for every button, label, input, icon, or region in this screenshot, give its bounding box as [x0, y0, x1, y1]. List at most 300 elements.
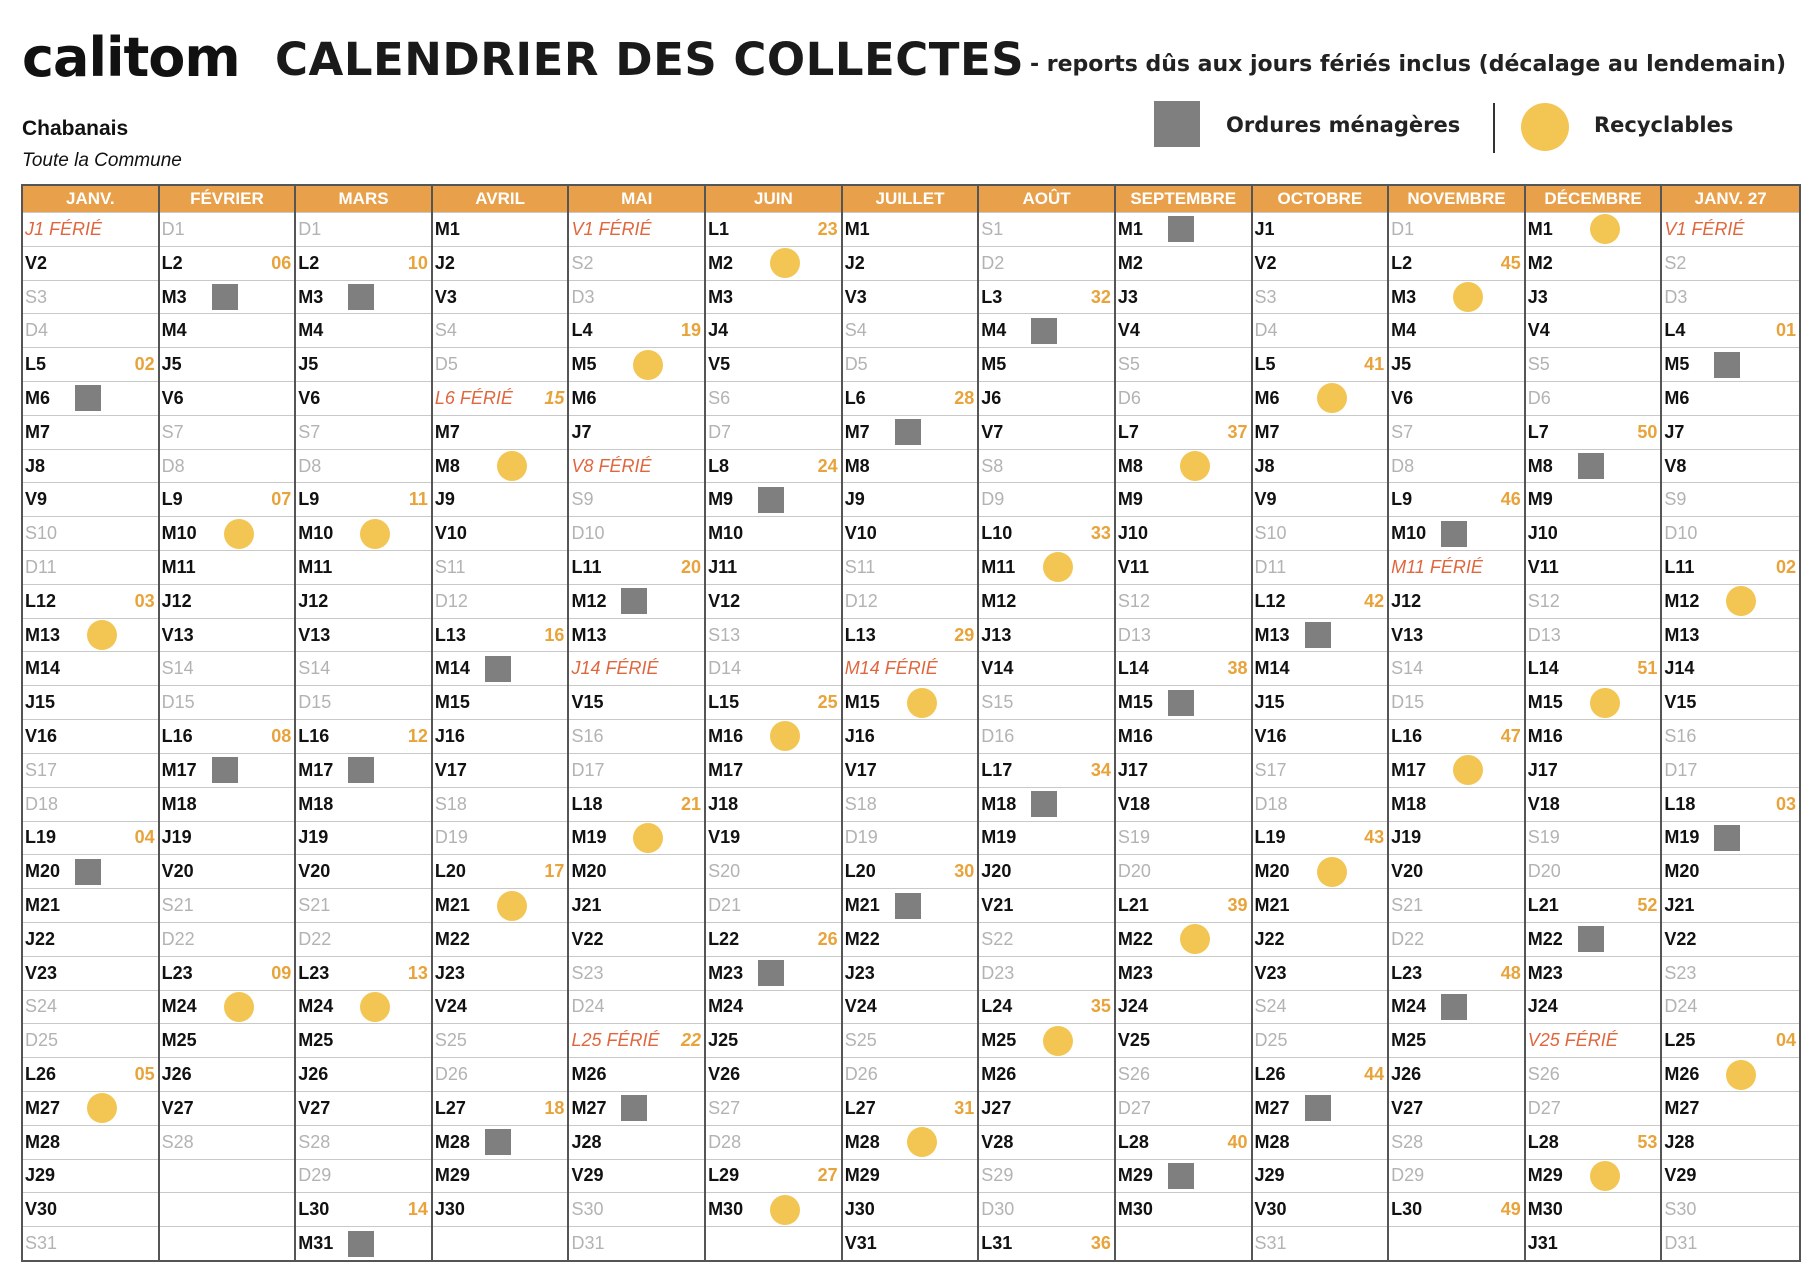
day-cell: [160, 821, 295, 855]
day-cell: [1389, 1159, 1524, 1193]
week-number: 08: [271, 725, 292, 746]
day-label: M9: [708, 489, 734, 510]
day-cell: [1253, 651, 1388, 685]
day-cell: [1253, 922, 1388, 956]
day-cell: [1116, 280, 1251, 314]
day-cell: [979, 246, 1114, 280]
day-label: M19: [981, 827, 1017, 848]
day-label: V30: [25, 1199, 58, 1220]
month-column: [843, 186, 980, 1260]
day-label: J12: [298, 590, 329, 611]
day-cell: [1662, 449, 1799, 483]
day-label: J30: [844, 1199, 875, 1220]
day-cell: [843, 347, 978, 381]
day-cell: [1526, 280, 1661, 314]
day-cell: [160, 584, 295, 618]
day-label: S9: [571, 489, 594, 510]
day-cell: [1389, 719, 1524, 753]
day-cell: [160, 719, 295, 753]
day-label: D14: [708, 658, 742, 679]
day-cell: [433, 280, 568, 314]
day-cell: [1526, 516, 1661, 550]
day-cell: [979, 821, 1114, 855]
day-label: V19: [708, 827, 741, 848]
day-cell: [1253, 1159, 1388, 1193]
legend-om-swatch-icon: [1154, 101, 1200, 147]
day-label: V24: [844, 996, 877, 1017]
day-cell: [1116, 516, 1251, 550]
day-label: V23: [1254, 962, 1287, 983]
day-cell: [979, 1159, 1114, 1193]
recyclables-collection-icon: [1180, 924, 1210, 954]
day-cell: [1253, 1091, 1388, 1125]
day-label: V10: [434, 523, 467, 544]
day-cell: [1116, 584, 1251, 618]
day-label: L12: [1254, 590, 1286, 611]
day-cell: [1662, 212, 1799, 246]
week-number: 14: [407, 1199, 428, 1220]
day-label: J21: [571, 895, 602, 916]
day-label: D15: [1391, 692, 1425, 713]
day-cell: [160, 1226, 295, 1260]
day-cell: [1662, 246, 1799, 280]
household-waste-collection-icon: [1031, 318, 1057, 344]
day-label: L28: [1117, 1131, 1149, 1152]
day-cell: [706, 415, 841, 449]
day-cell: [433, 584, 568, 618]
day-label: M4: [981, 320, 1007, 341]
day-label: V20: [1391, 861, 1424, 882]
recyclables-collection-icon: [1453, 755, 1483, 785]
day-cell: [433, 753, 568, 787]
household-waste-collection-icon: [895, 893, 921, 919]
day-label: M26: [1664, 1064, 1700, 1085]
month-header: JANV.: [23, 186, 158, 212]
day-label: D27: [1527, 1097, 1561, 1118]
day-cell: [1116, 753, 1251, 787]
day-cell: [160, 888, 295, 922]
day-cell: [1526, 922, 1661, 956]
day-label: M13: [571, 624, 607, 645]
day-label: J23: [844, 962, 875, 983]
day-cell: [569, 1091, 704, 1125]
day-cell: [979, 990, 1114, 1024]
day-cell: [843, 787, 978, 821]
week-number: 12: [407, 725, 428, 746]
day-cell: [433, 854, 568, 888]
day-label: S23: [1664, 962, 1697, 983]
day-label: D8: [161, 455, 185, 476]
day-label: D2: [981, 252, 1005, 273]
week-number: 07: [271, 489, 292, 510]
day-label: V3: [434, 286, 457, 307]
day-cell: [1253, 956, 1388, 990]
day-label: J11: [708, 556, 738, 577]
week-number: 43: [1364, 827, 1385, 848]
day-cell: [23, 1125, 158, 1159]
day-label: L18: [571, 793, 603, 814]
day-cell: [1526, 584, 1661, 618]
day-cell: [843, 381, 978, 415]
day-cell: [1662, 1023, 1799, 1057]
day-label: M13: [1254, 624, 1290, 645]
day-label: V25: [1117, 1030, 1150, 1051]
week-number: 15: [544, 387, 565, 408]
day-cell: [706, 584, 841, 618]
day-label: J2: [434, 252, 455, 273]
day-cell: [979, 685, 1114, 719]
week-number: 02: [134, 354, 155, 375]
day-label: D12: [434, 590, 468, 611]
household-waste-collection-icon: [758, 487, 784, 513]
day-label: D21: [708, 895, 742, 916]
day-label: S3: [1254, 286, 1277, 307]
day-label: M20: [571, 861, 607, 882]
household-waste-collection-icon: [1031, 791, 1057, 817]
day-cell: [843, 719, 978, 753]
day-cell: [1116, 347, 1251, 381]
day-cell: [1253, 1226, 1388, 1260]
day-cell: [1389, 347, 1524, 381]
day-label: L1: [708, 218, 730, 239]
day-cell: [843, 685, 978, 719]
day-label: D27: [1117, 1097, 1151, 1118]
day-label: M30: [708, 1199, 744, 1220]
day-cell: [706, 1192, 841, 1226]
day-label: D4: [25, 320, 49, 341]
day-cell: [433, 956, 568, 990]
day-cell: [160, 753, 295, 787]
day-label: D13: [1527, 624, 1561, 645]
day-cell: [569, 956, 704, 990]
day-cell: [23, 956, 158, 990]
day-label: J17: [1527, 759, 1558, 780]
day-cell: [296, 1159, 431, 1193]
week-number: 29: [954, 624, 975, 645]
day-label: V1 FÉRIÉ: [571, 218, 652, 239]
household-waste-collection-icon: [1441, 521, 1467, 547]
day-label: V20: [298, 861, 331, 882]
day-label: L15: [708, 692, 740, 713]
day-label: L11: [571, 556, 602, 577]
day-cell: [1116, 449, 1251, 483]
day-label: S14: [298, 658, 331, 679]
day-label: M4: [298, 320, 324, 341]
day-label: J3: [1527, 286, 1548, 307]
day-label: M6: [1664, 387, 1690, 408]
month-column: [1253, 186, 1390, 1260]
day-label: V22: [1664, 928, 1697, 949]
day-cell: [843, 821, 978, 855]
day-cell: [433, 990, 568, 1024]
day-label: D1: [1391, 218, 1415, 239]
day-cell: [1253, 280, 1388, 314]
month-header: MAI: [569, 186, 704, 212]
day-cell: [296, 516, 431, 550]
day-label: S23: [571, 962, 604, 983]
day-label: V23: [25, 962, 58, 983]
day-cell: [979, 280, 1114, 314]
day-label: S28: [298, 1131, 331, 1152]
day-label: J18: [708, 793, 739, 814]
day-label: D22: [1391, 928, 1425, 949]
day-label: M16: [708, 725, 744, 746]
household-waste-collection-icon: [485, 656, 511, 682]
day-label: L17: [981, 759, 1013, 780]
day-label: J5: [298, 354, 319, 375]
recyclables-collection-icon: [224, 992, 254, 1022]
day-cell: [1389, 888, 1524, 922]
week-number: 04: [1775, 1030, 1796, 1051]
day-cell: [569, 347, 704, 381]
day-label: M5: [1664, 354, 1690, 375]
day-label: L5: [1254, 354, 1276, 375]
day-cell: [1662, 1091, 1799, 1125]
day-label: D10: [571, 523, 605, 544]
day-label: M5: [981, 354, 1007, 375]
day-label: V18: [1117, 793, 1150, 814]
day-label: L23: [298, 962, 330, 983]
day-label: L7: [1527, 421, 1549, 442]
recyclables-collection-icon: [87, 620, 117, 650]
day-label: M27: [25, 1097, 61, 1118]
day-label: D17: [571, 759, 605, 780]
day-cell: [1253, 1125, 1388, 1159]
day-label: S5: [1527, 354, 1550, 375]
day-cell: [1389, 381, 1524, 415]
day-label: M7: [25, 421, 51, 442]
day-label: V10: [844, 523, 877, 544]
legend-om-label: Ordures ménagères: [1226, 113, 1461, 137]
month-column: [433, 186, 570, 1260]
week-number: 51: [1637, 658, 1658, 679]
day-label: M17: [1391, 759, 1427, 780]
day-label: V6: [1391, 387, 1414, 408]
recyclables-collection-icon: [360, 519, 390, 549]
day-cell: [1253, 854, 1388, 888]
day-cell: [1253, 449, 1388, 483]
day-label: D29: [298, 1165, 332, 1186]
day-label: M28: [1254, 1131, 1290, 1152]
household-waste-collection-icon: [485, 1129, 511, 1155]
day-label: M18: [298, 793, 334, 814]
recyclables-collection-icon: [1317, 383, 1347, 413]
week-number: 28: [954, 387, 975, 408]
week-number: 47: [1500, 725, 1521, 746]
day-label: J6: [981, 387, 1002, 408]
day-label: D17: [1664, 759, 1698, 780]
day-cell: [23, 1192, 158, 1226]
day-cell: [160, 922, 295, 956]
day-label: S18: [434, 793, 467, 814]
day-cell: [1526, 685, 1661, 719]
day-cell: [160, 313, 295, 347]
day-label: J26: [161, 1064, 192, 1085]
household-waste-collection-icon: [621, 1095, 647, 1121]
day-label: L30: [1391, 1199, 1423, 1220]
recyclables-collection-icon: [224, 519, 254, 549]
day-cell: [1116, 787, 1251, 821]
day-label: V16: [25, 725, 58, 746]
day-cell: [569, 618, 704, 652]
day-cell: [1253, 888, 1388, 922]
day-label: V15: [1664, 692, 1697, 713]
recyclables-collection-icon: [770, 248, 800, 278]
month-header: DÉCEMBRE: [1526, 186, 1661, 212]
day-cell: [569, 550, 704, 584]
day-label: M9: [1117, 489, 1143, 510]
day-cell: [1662, 1226, 1799, 1260]
day-label: L28: [1527, 1131, 1559, 1152]
day-cell: [160, 449, 295, 483]
month-header: OCTOBRE: [1253, 186, 1388, 212]
day-cell: [23, 313, 158, 347]
day-cell: [1526, 1023, 1661, 1057]
day-cell: [843, 1091, 978, 1125]
day-cell: [979, 888, 1114, 922]
day-cell: [569, 1057, 704, 1091]
day-cell: [433, 1226, 568, 1260]
day-label: M6: [1254, 387, 1280, 408]
day-label: J22: [25, 928, 56, 949]
day-cell: [1253, 381, 1388, 415]
day-cell: [160, 347, 295, 381]
day-cell: [843, 212, 978, 246]
day-cell: [1389, 990, 1524, 1024]
week-number: 03: [1775, 793, 1796, 814]
day-cell: [23, 753, 158, 787]
day-label: M25: [981, 1030, 1017, 1051]
household-waste-collection-icon: [75, 385, 101, 411]
day-cell: [23, 651, 158, 685]
day-cell: [1389, 1192, 1524, 1226]
day-label: S12: [1117, 590, 1150, 611]
day-cell: [979, 550, 1114, 584]
day-label: M29: [1527, 1165, 1563, 1186]
day-cell: [979, 381, 1114, 415]
day-cell: [23, 381, 158, 415]
day-label: L24: [981, 996, 1013, 1017]
day-label: L19: [1254, 827, 1286, 848]
day-cell: [160, 1159, 295, 1193]
day-label: M7: [434, 421, 460, 442]
day-cell: [706, 753, 841, 787]
day-label: M15: [1527, 692, 1563, 713]
day-cell: [979, 956, 1114, 990]
day-cell: [1526, 990, 1661, 1024]
week-number: 21: [681, 793, 702, 814]
day-label: M31: [298, 1233, 334, 1254]
day-cell: [1116, 1226, 1251, 1260]
day-label: V26: [708, 1064, 741, 1085]
day-label: V3: [844, 286, 867, 307]
day-cell: [160, 280, 295, 314]
week-number: 34: [1090, 759, 1111, 780]
day-label: M21: [434, 895, 470, 916]
day-label: V21: [981, 895, 1014, 916]
week-number: 16: [544, 624, 565, 645]
day-cell: [1662, 516, 1799, 550]
day-cell: [1526, 1159, 1661, 1193]
day-cell: [1526, 550, 1661, 584]
day-cell: [1116, 719, 1251, 753]
day-label: S3: [25, 286, 48, 307]
day-cell: [1662, 719, 1799, 753]
day-label: D6: [1117, 387, 1141, 408]
week-number: 52: [1637, 895, 1658, 916]
day-label: J5: [1391, 354, 1412, 375]
day-label: M6: [25, 387, 51, 408]
day-cell: [296, 854, 431, 888]
page-title: CALENDRIER DES COLLECTES: [275, 33, 1025, 86]
day-cell: [1526, 854, 1661, 888]
day-label: S14: [1391, 658, 1424, 679]
day-label: S28: [1391, 1131, 1424, 1152]
day-label: L31: [981, 1233, 1013, 1254]
day-label: M11 FÉRIÉ: [1391, 556, 1483, 577]
day-cell: [296, 584, 431, 618]
household-waste-collection-icon: [895, 419, 921, 445]
day-label: M4: [161, 320, 187, 341]
day-cell: [23, 618, 158, 652]
day-cell: [1116, 854, 1251, 888]
day-label: M13: [25, 624, 61, 645]
day-cell: [1116, 415, 1251, 449]
day-cell: [433, 550, 568, 584]
day-label: D3: [571, 286, 595, 307]
recyclables-collection-icon: [907, 1127, 937, 1157]
day-cell: [433, 1091, 568, 1125]
day-label: S14: [161, 658, 194, 679]
day-label: M16: [1117, 725, 1153, 746]
day-label: V18: [1527, 793, 1560, 814]
day-label: M1: [1117, 218, 1143, 239]
day-label: M22: [1117, 928, 1153, 949]
week-number: 36: [1090, 1233, 1111, 1254]
day-cell: [296, 1057, 431, 1091]
day-label: S21: [161, 895, 194, 916]
day-cell: [706, 854, 841, 888]
day-cell: [979, 753, 1114, 787]
day-cell: [1389, 482, 1524, 516]
day-cell: [433, 719, 568, 753]
day-label: M27: [571, 1097, 607, 1118]
household-waste-collection-icon: [621, 588, 647, 614]
day-cell: [569, 449, 704, 483]
day-cell: [433, 1057, 568, 1091]
day-cell: [23, 212, 158, 246]
day-label: M24: [1391, 996, 1427, 1017]
day-cell: [1662, 381, 1799, 415]
day-label: D28: [708, 1131, 742, 1152]
day-cell: [23, 347, 158, 381]
day-cell: [1116, 1023, 1251, 1057]
recyclables-collection-icon: [770, 1195, 800, 1225]
day-cell: [1389, 246, 1524, 280]
month-column: [706, 186, 843, 1260]
day-cell: [1526, 415, 1661, 449]
day-cell: [569, 246, 704, 280]
day-label: S17: [1254, 759, 1287, 780]
month-column: [979, 186, 1116, 1260]
day-cell: [706, 347, 841, 381]
day-cell: [843, 516, 978, 550]
day-cell: [569, 1125, 704, 1159]
day-label: M2: [1117, 252, 1143, 273]
day-cell: [1253, 212, 1388, 246]
day-label: M11: [981, 556, 1016, 577]
day-cell: [1526, 1226, 1661, 1260]
